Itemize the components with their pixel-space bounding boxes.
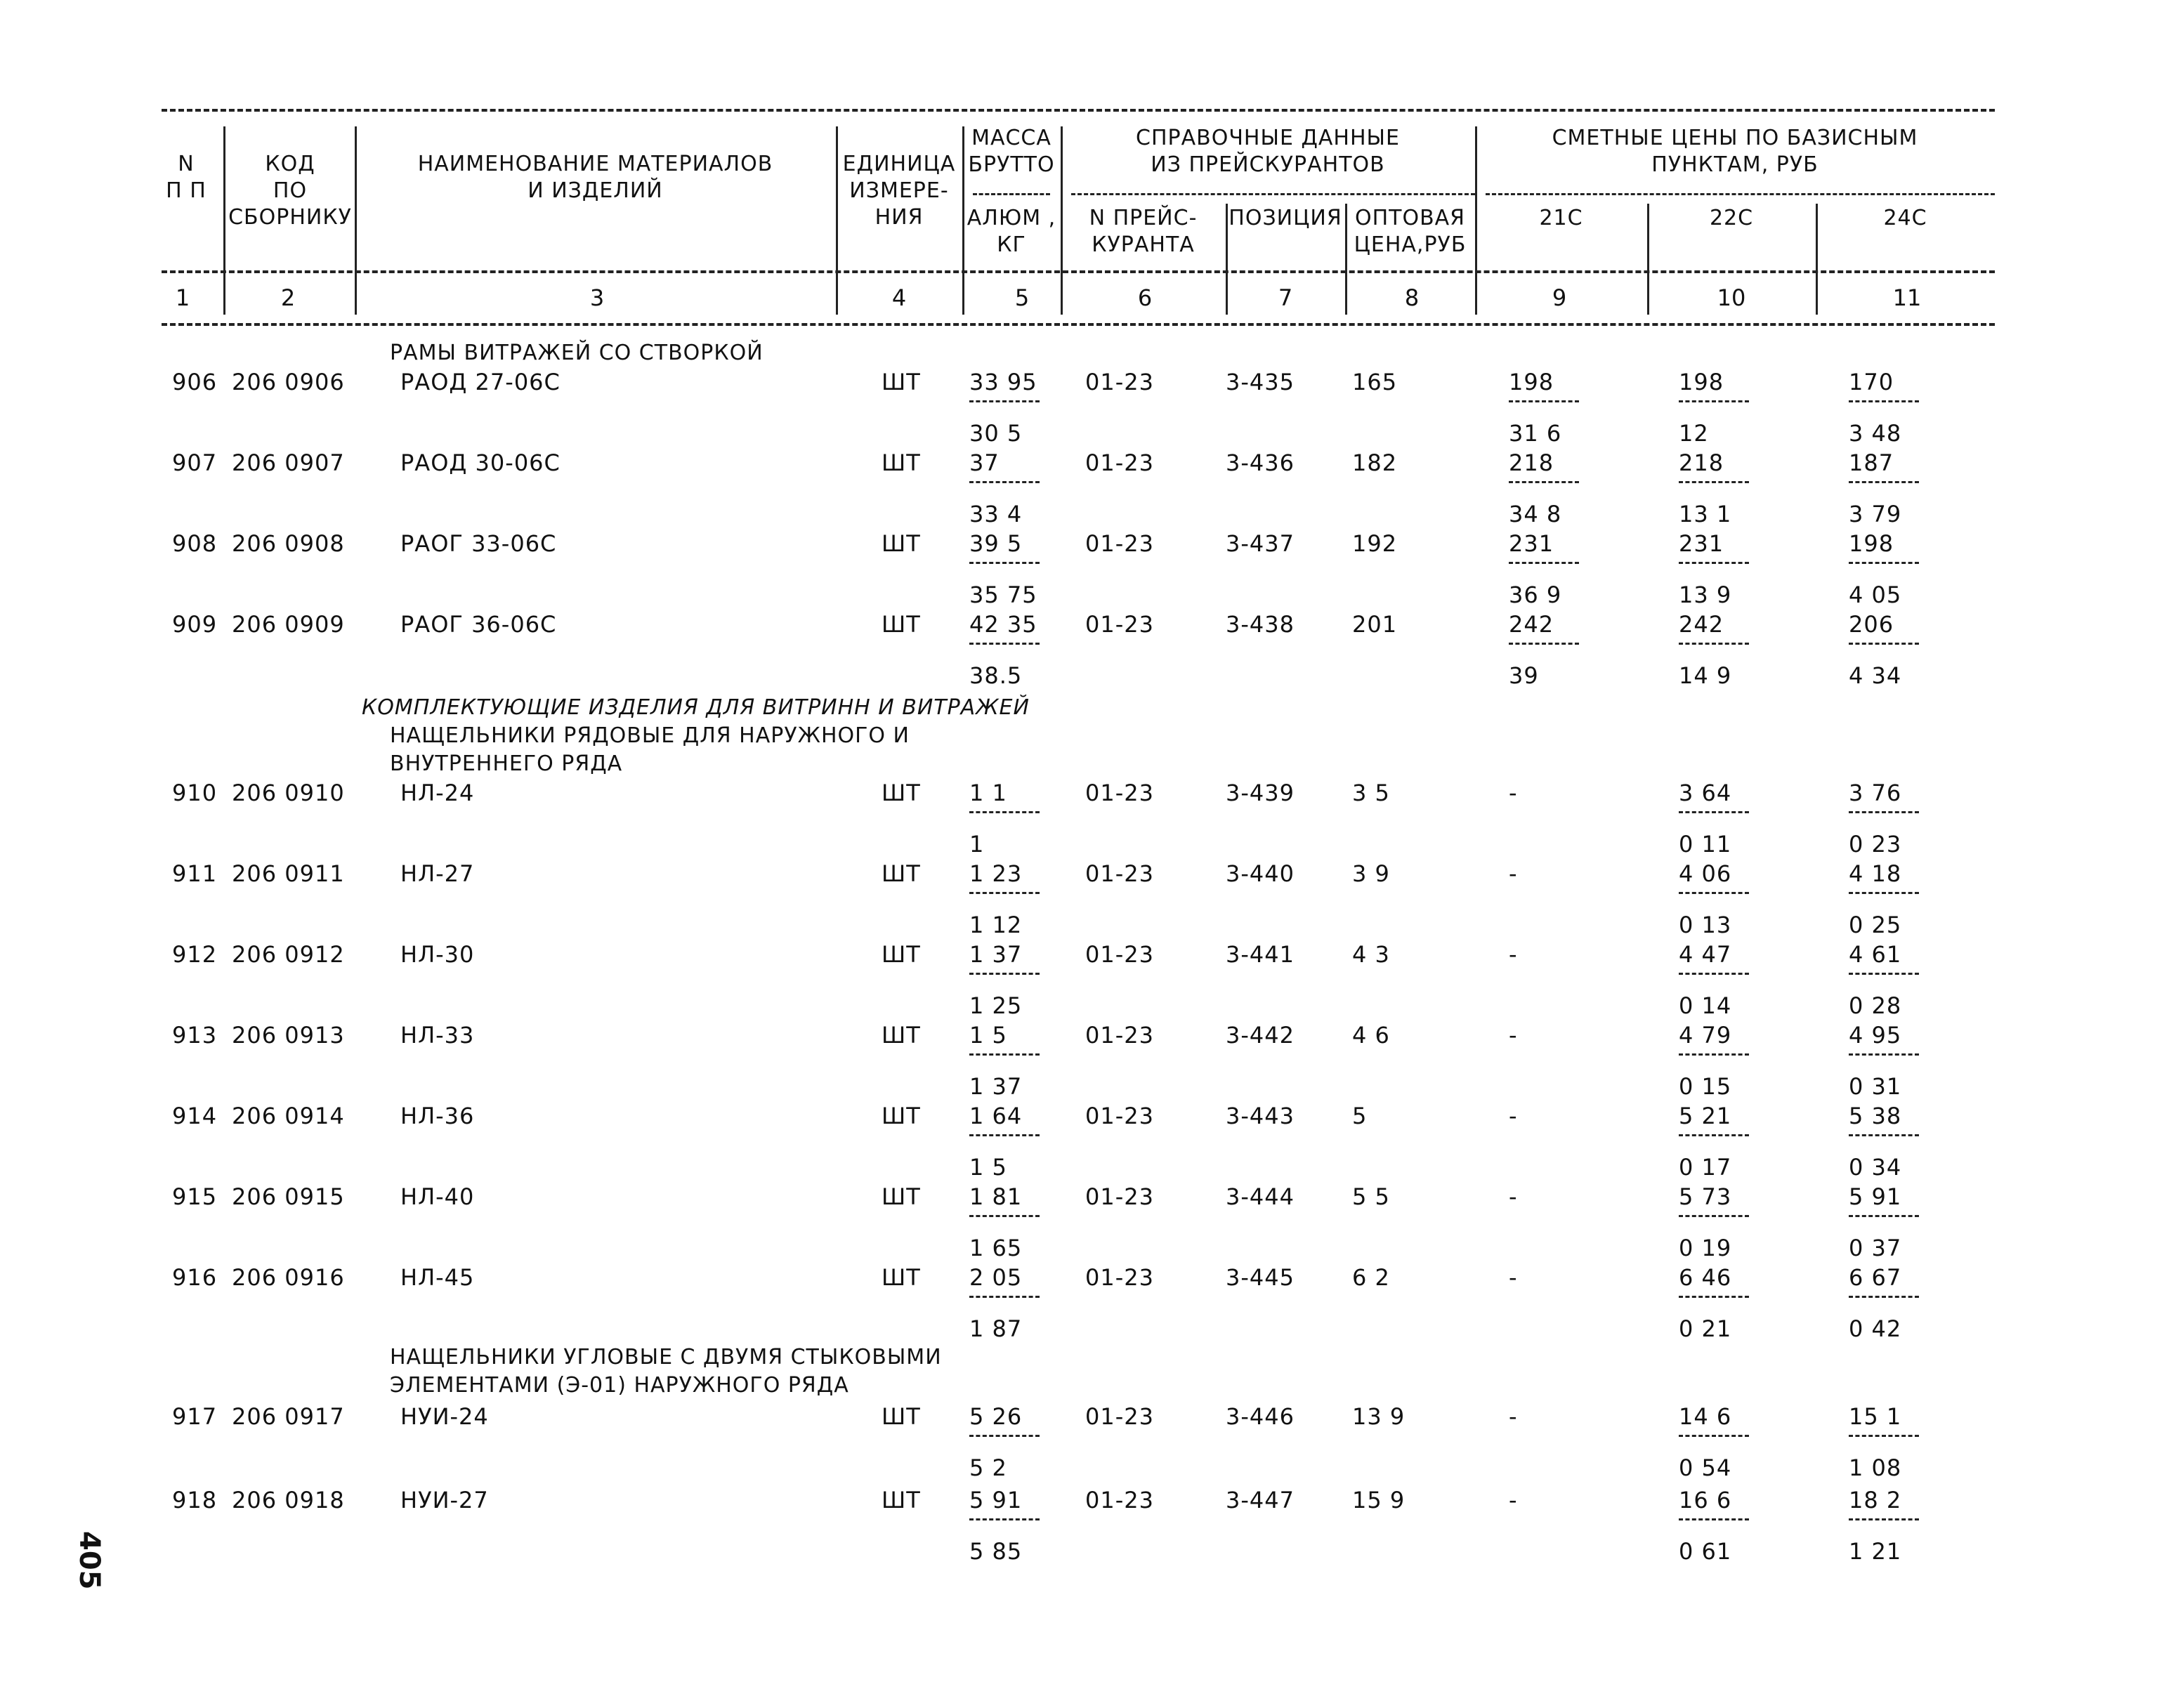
- row-name: НУИ-24: [400, 1403, 489, 1430]
- fraction-line: [969, 1215, 1040, 1217]
- row-price-21c-transport: 31 6: [1509, 420, 1562, 447]
- fraction-line: [1679, 1053, 1749, 1056]
- row-price-22c-transport: 0 17: [1679, 1154, 1732, 1181]
- row-mass-net: 38.5: [969, 662, 1023, 689]
- section-title: КОМПЛЕКТУЮЩИЕ ИЗДЕЛИЯ ДЛЯ ВИТРИНН И ВИТРАЖЕЙ: [362, 695, 1030, 720]
- row-position: 3-447: [1226, 1487, 1295, 1513]
- row-price-22c: 242: [1679, 611, 1724, 638]
- fraction-line: [1509, 400, 1579, 402]
- header-inner-rule: [973, 193, 1050, 195]
- row-unit: ШТ: [882, 1264, 921, 1291]
- row-unit: ШТ: [882, 1403, 921, 1430]
- row-name: РАОГ 33-06С: [400, 530, 557, 557]
- row-price-22c-transport: 0 19: [1679, 1235, 1732, 1261]
- col-number: 10: [1717, 284, 1746, 311]
- row-code: 206 0908: [232, 530, 345, 557]
- fraction-line: [1509, 562, 1579, 564]
- row-price-22c: 16 6: [1679, 1487, 1732, 1513]
- row-mass: 42 35: [969, 611, 1037, 638]
- col-number: 1: [175, 284, 190, 311]
- row-mass-net: 5 2: [969, 1454, 1007, 1481]
- fraction-line: [969, 811, 1040, 813]
- header-col-position: ПОЗИЦИЯ: [1229, 206, 1342, 230]
- row-price-22c: 3 64: [1679, 780, 1732, 806]
- row-price-24c-transport: 3 79: [1849, 501, 1902, 527]
- fraction-line: [1509, 481, 1579, 483]
- row-position: 3-445: [1226, 1264, 1295, 1291]
- row-wholesale: 201: [1352, 611, 1398, 638]
- row-wholesale: 192: [1352, 530, 1398, 557]
- row-name: НЛ-24: [400, 780, 475, 806]
- row-mass-net: 35 75: [969, 582, 1037, 608]
- row-code: 206 0912: [232, 941, 345, 968]
- section-title: НАЩЕЛЬНИКИ РЯДОВЫЕ ДЛЯ НАРУЖНОГО И: [390, 723, 910, 748]
- row-price-22c-transport: 13 1: [1679, 501, 1732, 527]
- fraction-line: [1849, 481, 1919, 483]
- row-unit: ШТ: [882, 611, 921, 638]
- row-number: 914: [172, 1103, 218, 1129]
- row-number: 913: [172, 1022, 218, 1049]
- col-number: 4: [891, 284, 907, 311]
- row-number: 912: [172, 941, 218, 968]
- row-position: 3-437: [1226, 530, 1295, 557]
- row-code: 206 0909: [232, 611, 345, 638]
- row-price-22c-transport: 0 11: [1679, 831, 1732, 858]
- row-price-24c: 5 91: [1849, 1183, 1902, 1210]
- row-price-24c-transport: 0 42: [1849, 1315, 1902, 1342]
- row-price-21c-transport: 36 9: [1509, 582, 1562, 608]
- section-title: ВНУТРЕННЕГО РЯДА: [390, 751, 623, 776]
- fraction-line: [1679, 562, 1749, 564]
- col-number: 3: [589, 284, 605, 311]
- row-wholesale: 4 3: [1352, 941, 1390, 968]
- row-price-22c-transport: 12: [1679, 420, 1709, 447]
- fraction-line: [1849, 1518, 1919, 1520]
- row-unit: ШТ: [882, 941, 921, 968]
- fraction-line: [1679, 811, 1749, 813]
- row-price-24c-transport: 0 31: [1849, 1073, 1902, 1100]
- fraction-line: [969, 1134, 1040, 1136]
- row-price-list: 01-23: [1085, 530, 1154, 557]
- row-wholesale: 3 9: [1352, 860, 1390, 887]
- row-number: 917: [172, 1403, 218, 1430]
- header-inner-rule: [1071, 193, 1475, 195]
- fraction-line: [1849, 811, 1919, 813]
- row-mass-net: 5 85: [969, 1538, 1023, 1565]
- row-wholesale: 5: [1352, 1103, 1368, 1129]
- row-price-22c: 14 6: [1679, 1403, 1732, 1430]
- header-col-21c: 21С: [1539, 206, 1583, 230]
- row-price-24c: 4 95: [1849, 1022, 1902, 1049]
- row-price-22c: 5 73: [1679, 1183, 1732, 1210]
- row-mass: 1 23: [969, 860, 1023, 887]
- row-price-24c-transport: 4 05: [1849, 582, 1902, 608]
- row-price-21c: -: [1509, 1022, 1518, 1049]
- row-price-list: 01-23: [1085, 780, 1154, 806]
- fraction-line: [969, 1435, 1040, 1437]
- top-rule: [162, 109, 1995, 112]
- fraction-line: [1679, 1215, 1749, 1217]
- row-price-list: 01-23: [1085, 611, 1154, 638]
- row-price-22c-transport: 13 9: [1679, 582, 1732, 608]
- row-price-22c-transport: 0 61: [1679, 1538, 1732, 1565]
- fraction-line: [1849, 1435, 1919, 1437]
- row-mass: 1 1: [969, 780, 1007, 806]
- fraction-line: [1849, 1134, 1919, 1136]
- row-price-24c: 5 38: [1849, 1103, 1902, 1129]
- row-mass: 39 5: [969, 530, 1023, 557]
- row-price-24c: 206: [1849, 611, 1894, 638]
- fraction-line: [1679, 481, 1749, 483]
- fraction-line: [969, 400, 1040, 402]
- row-number: 915: [172, 1183, 218, 1210]
- row-price-list: 01-23: [1085, 369, 1154, 395]
- fraction-line: [1849, 1296, 1919, 1298]
- header-col-mass: МАССА БРУТТО: [968, 126, 1055, 177]
- row-code: 206 0918: [232, 1487, 345, 1513]
- header-col-unit: ЕДИНИЦА ИЗМЕРЕ- НИЯ: [842, 152, 956, 230]
- row-price-24c-transport: 4 34: [1849, 662, 1902, 689]
- fraction-line: [969, 643, 1040, 645]
- row-unit: ШТ: [882, 1487, 921, 1513]
- row-code: 206 0917: [232, 1403, 345, 1430]
- col-number: 6: [1137, 284, 1153, 311]
- row-mass: 37: [969, 449, 1000, 476]
- row-name: РАОД 30-06С: [400, 449, 561, 476]
- header-col-code: КОД ПО СБОРНИКУ: [228, 152, 352, 230]
- fraction-line: [1509, 643, 1579, 645]
- row-price-24c: 3 76: [1849, 780, 1902, 806]
- row-mass-net: 1 37: [969, 1073, 1023, 1100]
- row-unit: ШТ: [882, 449, 921, 476]
- row-number: 916: [172, 1264, 218, 1291]
- header-group-reference: СПРАВОЧНЫЕ ДАННЫЕ ИЗ ПРЕЙСКУРАНТОВ: [1136, 126, 1400, 177]
- row-price-21c: -: [1509, 941, 1518, 968]
- row-price-list: 01-23: [1085, 941, 1154, 968]
- row-mass-net: 1 25: [969, 992, 1023, 1019]
- row-price-24c-transport: 0 37: [1849, 1235, 1902, 1261]
- row-wholesale: 5 5: [1352, 1183, 1390, 1210]
- row-wholesale: 13 9: [1352, 1403, 1406, 1430]
- row-price-24c-transport: 0 28: [1849, 992, 1902, 1019]
- row-price-24c: 187: [1849, 449, 1894, 476]
- number-row-rule: [162, 323, 1995, 326]
- col-number: 7: [1278, 284, 1293, 311]
- row-unit: ШТ: [882, 1022, 921, 1049]
- row-price-list: 01-23: [1085, 1487, 1154, 1513]
- row-mass: 1 64: [969, 1103, 1023, 1129]
- col-number: 2: [280, 284, 296, 311]
- row-name: НУИ-27: [400, 1487, 489, 1513]
- row-name: НЛ-45: [400, 1264, 475, 1291]
- header-inner-rule: [1486, 193, 1995, 195]
- row-wholesale: 15 9: [1352, 1487, 1406, 1513]
- row-unit: ШТ: [882, 860, 921, 887]
- row-price-21c: -: [1509, 780, 1518, 806]
- header-col-wholesale: ОПТОВАЯ ЦЕНА,РУБ: [1354, 206, 1467, 257]
- row-price-21c: 242: [1509, 611, 1554, 638]
- row-mass: 1 37: [969, 941, 1023, 968]
- row-price-24c: 170: [1849, 369, 1894, 395]
- row-position: 3-438: [1226, 611, 1295, 638]
- row-number: 908: [172, 530, 218, 557]
- row-price-22c-transport: 0 13: [1679, 912, 1732, 938]
- row-price-24c: 198: [1849, 530, 1894, 557]
- row-position: 3-441: [1226, 941, 1295, 968]
- row-price-21c: -: [1509, 1103, 1518, 1129]
- col-number: 11: [1892, 284, 1922, 311]
- row-mass: 1 5: [969, 1022, 1007, 1049]
- header-col-number: N П П: [166, 152, 207, 203]
- row-position: 3-439: [1226, 780, 1295, 806]
- fraction-line: [969, 1053, 1040, 1056]
- row-price-22c-transport: 0 21: [1679, 1315, 1732, 1342]
- row-name: НЛ-40: [400, 1183, 475, 1210]
- row-name: НЛ-30: [400, 941, 475, 968]
- row-position: 3-443: [1226, 1103, 1295, 1129]
- row-number: 910: [172, 780, 218, 806]
- row-position: 3-446: [1226, 1403, 1295, 1430]
- header-group-prices: СМЕТНЫЕ ЦЕНЫ ПО БАЗИСНЫМ ПУНКТАМ, РУБ: [1552, 126, 1918, 177]
- header-col-price-list: N ПРЕЙС- КУРАНТА: [1089, 206, 1198, 257]
- row-price-list: 01-23: [1085, 1103, 1154, 1129]
- row-mass-net: 1 12: [969, 912, 1023, 938]
- row-position: 3-440: [1226, 860, 1295, 887]
- row-number: 906: [172, 369, 218, 395]
- row-mass-net: 1 5: [969, 1154, 1007, 1181]
- row-price-24c-transport: 3 48: [1849, 420, 1902, 447]
- fraction-line: [969, 1296, 1040, 1298]
- row-code: 206 0906: [232, 369, 345, 395]
- row-mass-net: 1 87: [969, 1315, 1023, 1342]
- row-position: 3-444: [1226, 1183, 1295, 1210]
- fraction-line: [969, 562, 1040, 564]
- row-price-21c: -: [1509, 1487, 1518, 1513]
- row-price-24c: 4 61: [1849, 941, 1902, 968]
- section-title: НАЩЕЛЬНИКИ УГЛОВЫЕ С ДВУМЯ СТЫКОВЫМИ: [390, 1345, 942, 1369]
- col-number: 9: [1552, 284, 1567, 311]
- fraction-line: [1849, 562, 1919, 564]
- row-price-list: 01-23: [1085, 1264, 1154, 1291]
- row-price-22c-transport: 0 14: [1679, 992, 1732, 1019]
- row-name: РАОД 27-06С: [400, 369, 561, 395]
- fraction-line: [1679, 643, 1749, 645]
- row-price-21c: -: [1509, 1183, 1518, 1210]
- row-price-list: 01-23: [1085, 1403, 1154, 1430]
- section-title: РАМЫ ВИТРАЖЕЙ СО СТВОРКОЙ: [390, 341, 764, 365]
- col-number: 8: [1404, 284, 1420, 311]
- row-number: 918: [172, 1487, 218, 1513]
- row-price-list: 01-23: [1085, 860, 1154, 887]
- fraction-line: [969, 973, 1040, 975]
- row-mass: 1 81: [969, 1183, 1023, 1210]
- row-position: 3-436: [1226, 449, 1295, 476]
- row-wholesale: 6 2: [1352, 1264, 1390, 1291]
- fraction-line: [1679, 400, 1749, 402]
- row-price-22c-transport: 0 15: [1679, 1073, 1732, 1100]
- row-price-24c-transport: 0 25: [1849, 912, 1902, 938]
- row-number: 911: [172, 860, 218, 887]
- row-mass: 33 95: [969, 369, 1037, 395]
- header-col-name: НАИМЕНОВАНИЕ МАТЕРИАЛОВ И ИЗДЕЛИЙ: [417, 152, 773, 203]
- row-mass: 5 91: [969, 1487, 1023, 1513]
- row-price-22c-transport: 14 9: [1679, 662, 1732, 689]
- row-name: РАОГ 36-06С: [400, 611, 557, 638]
- row-price-24c-transport: 1 08: [1849, 1454, 1902, 1481]
- row-wholesale: 3 5: [1352, 780, 1390, 806]
- row-price-22c: 231: [1679, 530, 1724, 557]
- header-col-22c: 22С: [1709, 206, 1754, 230]
- fraction-line: [969, 892, 1040, 894]
- fraction-line: [1849, 643, 1919, 645]
- col-number: 5: [1014, 284, 1030, 311]
- row-price-21c-transport: 34 8: [1509, 501, 1562, 527]
- fraction-line: [969, 1518, 1040, 1520]
- row-position: 3-442: [1226, 1022, 1295, 1049]
- row-price-list: 01-23: [1085, 1183, 1154, 1210]
- row-wholesale: 165: [1352, 369, 1398, 395]
- fraction-line: [1679, 1435, 1749, 1437]
- fraction-line: [1849, 1215, 1919, 1217]
- row-unit: ШТ: [882, 780, 921, 806]
- row-price-22c: 218: [1679, 449, 1724, 476]
- row-price-24c: 15 1: [1849, 1403, 1902, 1430]
- row-mass-net: 1 65: [969, 1235, 1023, 1261]
- row-price-24c-transport: 1 21: [1849, 1538, 1902, 1565]
- fraction-line: [1679, 1518, 1749, 1520]
- row-code: 206 0910: [232, 780, 345, 806]
- fraction-line: [1849, 973, 1919, 975]
- row-price-22c: 198: [1679, 369, 1724, 395]
- fraction-line: [1849, 400, 1919, 402]
- row-price-24c-transport: 0 23: [1849, 831, 1902, 858]
- row-name: НЛ-27: [400, 860, 475, 887]
- row-number: 909: [172, 611, 218, 638]
- row-price-22c: 6 46: [1679, 1264, 1732, 1291]
- row-price-22c: 5 21: [1679, 1103, 1732, 1129]
- row-price-24c: 18 2: [1849, 1487, 1902, 1513]
- fraction-line: [1679, 1296, 1749, 1298]
- row-price-21c: -: [1509, 1264, 1518, 1291]
- row-mass-net: 30 5: [969, 420, 1023, 447]
- row-price-22c-transport: 0 54: [1679, 1454, 1732, 1481]
- row-code: 206 0911: [232, 860, 345, 887]
- row-unit: ШТ: [882, 369, 921, 395]
- row-unit: ШТ: [882, 1183, 921, 1210]
- section-title: ЭЛЕМЕНТАМИ (Э-01) НАРУЖНОГО РЯДА: [390, 1373, 849, 1398]
- row-price-24c: 6 67: [1849, 1264, 1902, 1291]
- row-mass-net: 33 4: [969, 501, 1023, 527]
- row-unit: ШТ: [882, 530, 921, 557]
- row-price-24c: 4 18: [1849, 860, 1902, 887]
- row-price-21c-transport: 39: [1509, 662, 1539, 689]
- row-code: 206 0913: [232, 1022, 345, 1049]
- row-price-22c: 4 47: [1679, 941, 1732, 968]
- row-price-list: 01-23: [1085, 449, 1154, 476]
- row-name: НЛ-36: [400, 1103, 475, 1129]
- row-name: НЛ-33: [400, 1022, 475, 1049]
- fraction-line: [1679, 973, 1749, 975]
- row-code: 206 0916: [232, 1264, 345, 1291]
- row-price-24c-transport: 0 34: [1849, 1154, 1902, 1181]
- row-mass-net: 1: [969, 831, 985, 858]
- row-price-21c: 218: [1509, 449, 1554, 476]
- fraction-line: [1679, 1134, 1749, 1136]
- row-wholesale: 182: [1352, 449, 1398, 476]
- row-code: 206 0907: [232, 449, 345, 476]
- row-number: 907: [172, 449, 218, 476]
- row-price-21c: -: [1509, 860, 1518, 887]
- fraction-line: [1679, 892, 1749, 894]
- row-price-22c: 4 79: [1679, 1022, 1732, 1049]
- row-code: 206 0915: [232, 1183, 345, 1210]
- page-number: 405: [73, 1531, 105, 1590]
- fraction-line: [969, 481, 1040, 483]
- row-mass: 2 05: [969, 1264, 1023, 1291]
- header-col-24c: 24С: [1883, 206, 1927, 230]
- row-price-21c: 198: [1509, 369, 1554, 395]
- row-position: 3-435: [1226, 369, 1295, 395]
- header-col-mass-unit: АЛЮМ , КГ: [967, 206, 1056, 257]
- row-price-21c: 231: [1509, 530, 1554, 557]
- row-wholesale: 4 6: [1352, 1022, 1390, 1049]
- header-bottom-rule: [162, 270, 1995, 273]
- row-price-22c: 4 06: [1679, 860, 1732, 887]
- row-price-list: 01-23: [1085, 1022, 1154, 1049]
- row-price-21c: -: [1509, 1403, 1518, 1430]
- row-code: 206 0914: [232, 1103, 345, 1129]
- fraction-line: [1849, 892, 1919, 894]
- row-mass: 5 26: [969, 1403, 1023, 1430]
- row-unit: ШТ: [882, 1103, 921, 1129]
- fraction-line: [1849, 1053, 1919, 1056]
